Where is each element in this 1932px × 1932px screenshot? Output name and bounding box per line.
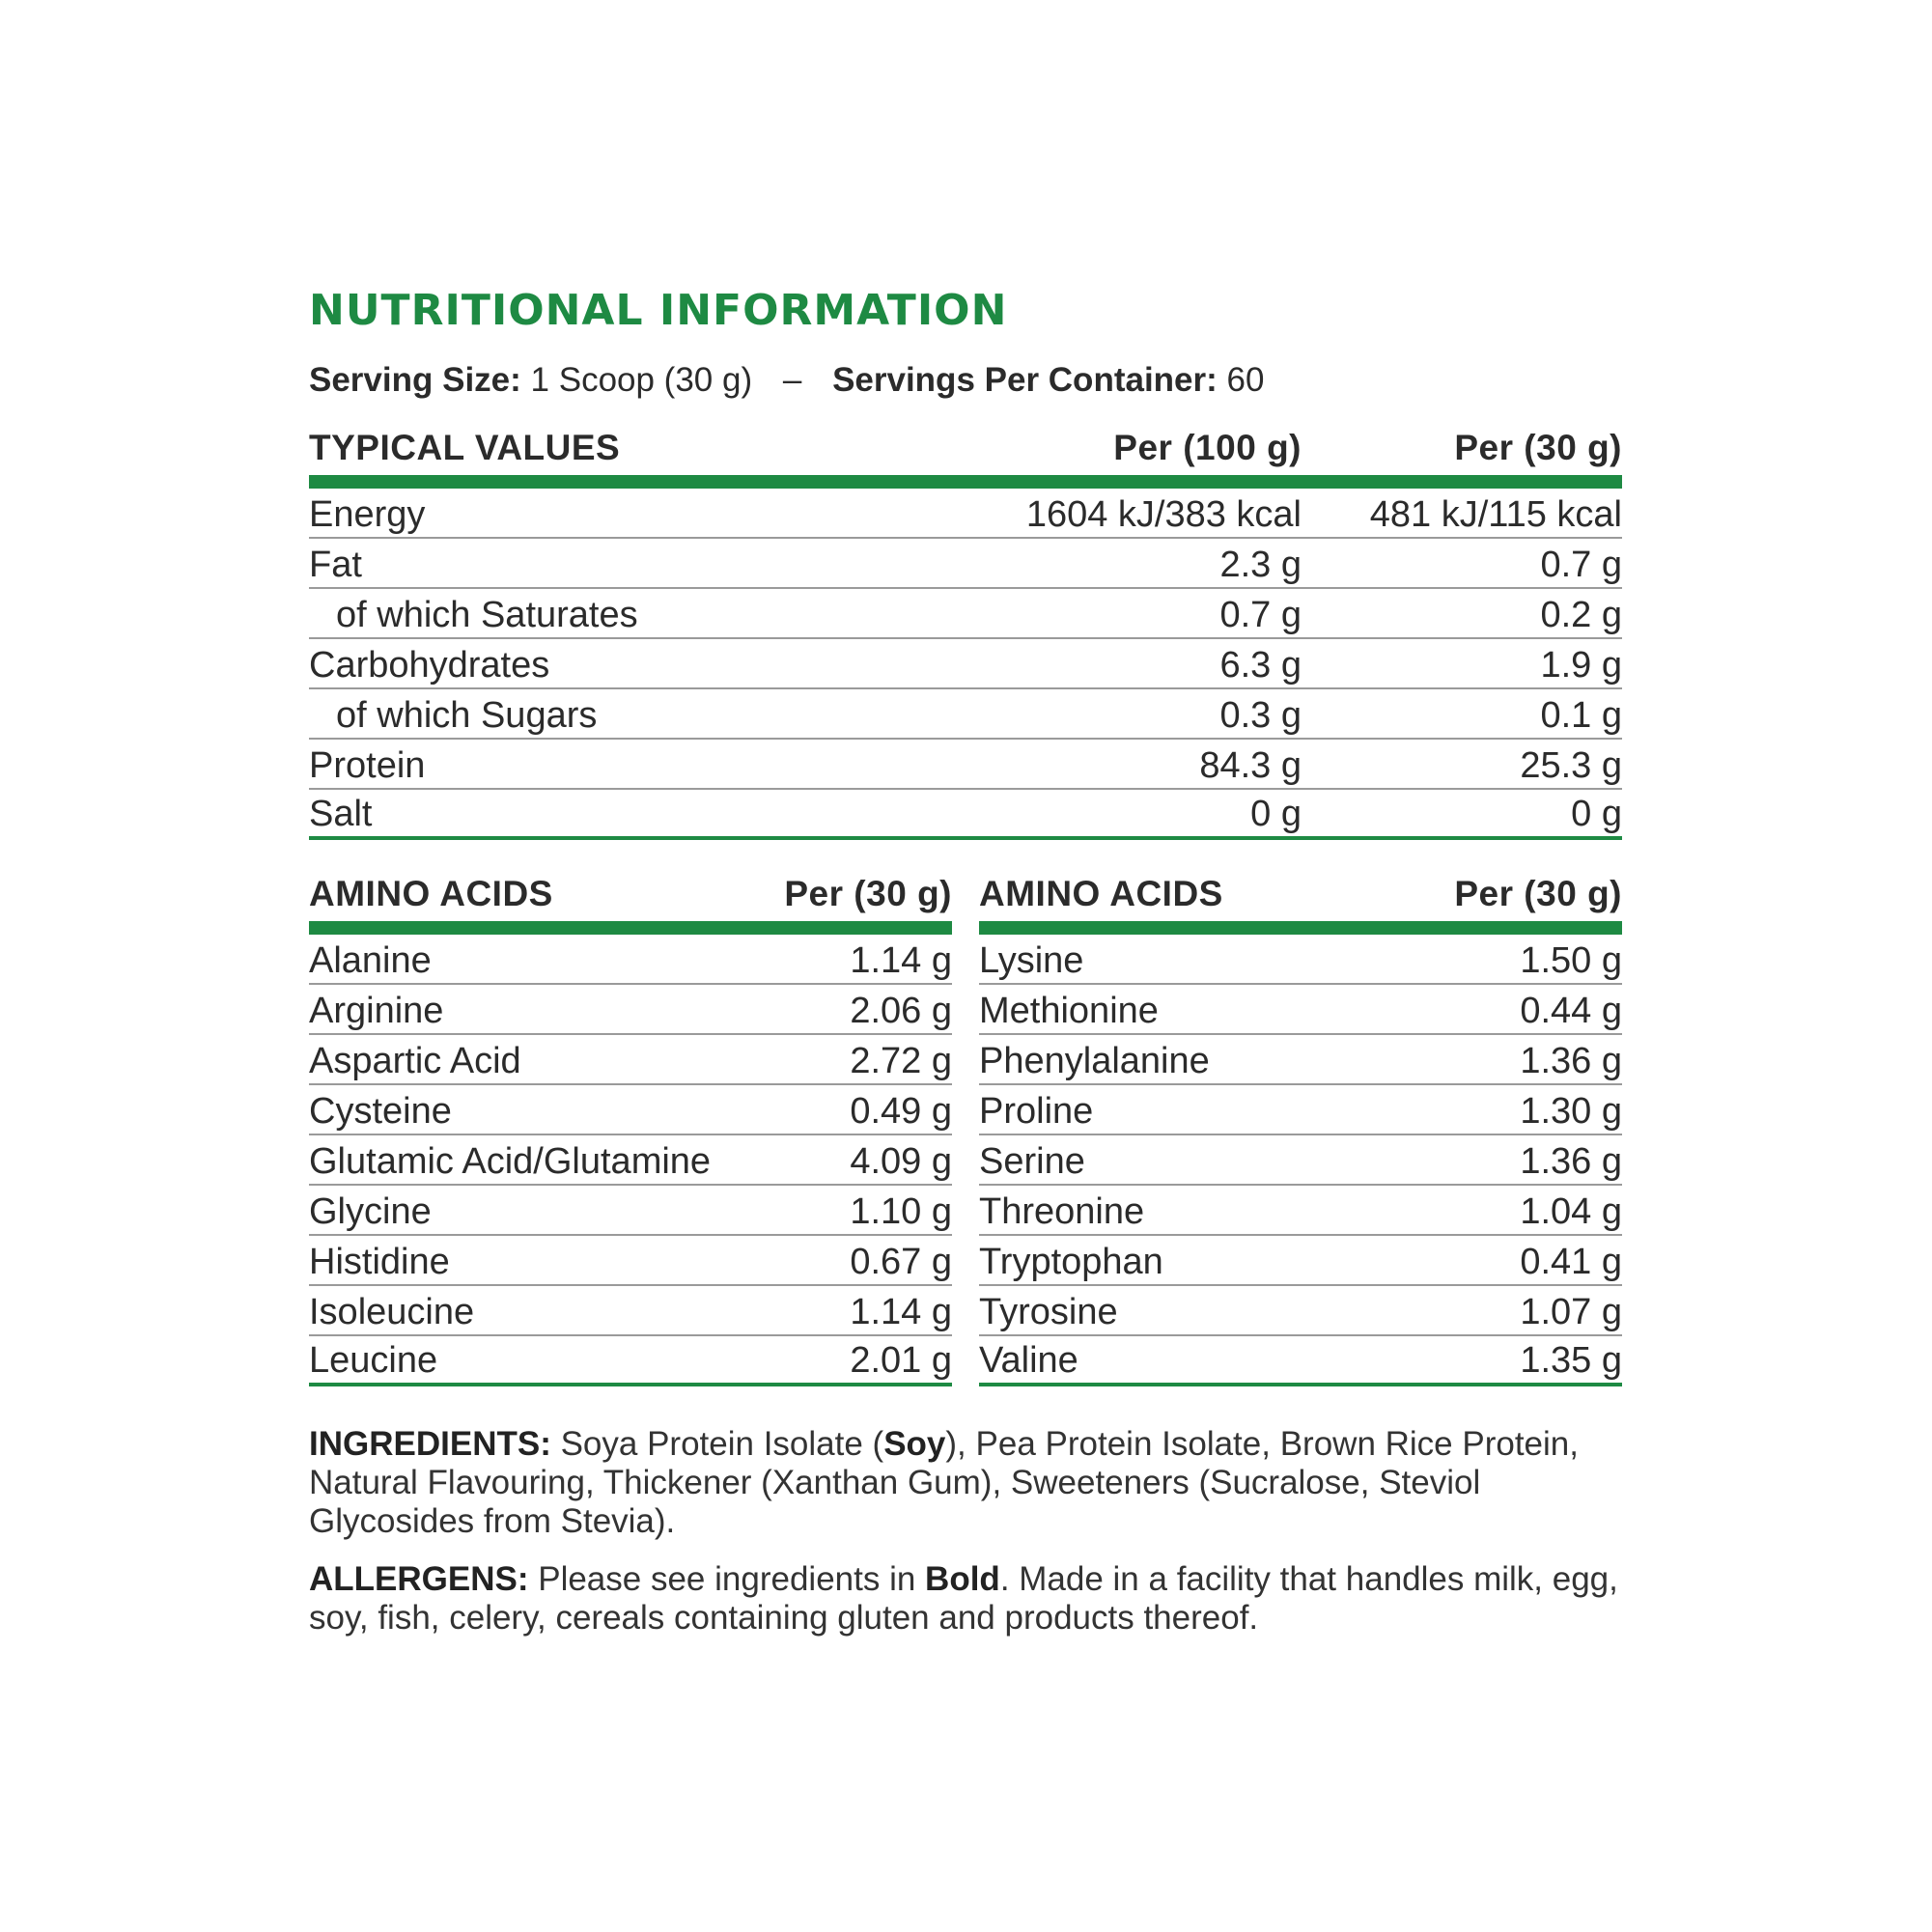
- amino-acids-heading: AMINO ACIDS: [979, 874, 1223, 913]
- row-label: Protein: [309, 745, 426, 786]
- table-row-protein: [309, 740, 1622, 790]
- row-value: 1.07 g: [1520, 1292, 1622, 1332]
- ingredients-allergen-bold: Soy: [883, 1425, 946, 1463]
- serving-separator: –: [782, 361, 802, 399]
- allergens-bold-word: Bold: [925, 1560, 1000, 1598]
- table-row: [979, 1186, 1622, 1236]
- row-value-per30: 0.1 g: [1540, 695, 1622, 736]
- row-value: 1.10 g: [850, 1191, 952, 1232]
- per-30g-heading: Per (30 g): [1454, 874, 1622, 913]
- row-value-per100: 2.3 g: [1219, 545, 1302, 585]
- row-label: Valine: [979, 1340, 1078, 1381]
- table-row: [309, 1085, 952, 1135]
- row-value: 1.36 g: [1520, 1141, 1622, 1182]
- allergens-text-cont: . Made in a facility that handles milk, egg, soy, fish, celery, cereals containing gluten and products thereof.: [309, 1560, 1618, 1637]
- row-label: Carbohydrates: [309, 645, 550, 686]
- ingredients-paragraph: [309, 1425, 1622, 1541]
- row-label: Fat: [309, 545, 362, 585]
- table-row-salt: [309, 790, 1622, 840]
- row-label: Alanine: [309, 940, 432, 981]
- row-label: Leucine: [309, 1340, 438, 1381]
- row-value-per30: 0.2 g: [1540, 595, 1622, 635]
- table-row: [309, 1236, 952, 1286]
- row-label: Glycine: [309, 1191, 432, 1232]
- row-value-per100: 0 g: [1250, 794, 1302, 834]
- row-label: of which Saturates: [336, 595, 638, 635]
- row-value: 1.35 g: [1520, 1340, 1622, 1381]
- row-value-per100: 0.7 g: [1219, 595, 1302, 635]
- servings-per-container-label: Servings Per Container:: [832, 361, 1218, 399]
- row-value: 0.67 g: [850, 1242, 952, 1282]
- amino-acids-section: [309, 875, 1622, 1386]
- allergens-paragraph: [309, 1560, 1622, 1638]
- row-label: Arginine: [309, 991, 444, 1031]
- row-value-per30: 0 g: [1571, 794, 1622, 834]
- row-value-per30: 25.3 g: [1520, 745, 1622, 786]
- row-value: 2.06 g: [850, 991, 952, 1031]
- row-label: Salt: [309, 794, 373, 834]
- typical-values-table: [309, 429, 1622, 840]
- table-row: [979, 1085, 1622, 1135]
- row-label: Serine: [979, 1141, 1085, 1182]
- ingredients-text: Soya Protein Isolate (: [550, 1425, 884, 1463]
- servings-per-container-value: 60: [1226, 361, 1265, 399]
- typical-values-header: [309, 429, 1622, 489]
- row-label: Lysine: [979, 940, 1084, 981]
- allergens-label: ALLERGENS:: [309, 1560, 529, 1598]
- ingredients-label: INGREDIENTS:: [309, 1425, 551, 1463]
- table-row: [979, 985, 1622, 1035]
- row-label: Isoleucine: [309, 1292, 475, 1332]
- amino-acids-table-right: [979, 875, 1622, 1386]
- row-value-per100: 0.3 g: [1219, 695, 1302, 736]
- amino-acids-heading: AMINO ACIDS: [309, 874, 553, 913]
- table-row-fat: [309, 539, 1622, 589]
- table-row-carbohydrates: [309, 639, 1622, 689]
- table-row: [979, 1236, 1622, 1286]
- row-value: 1.30 g: [1520, 1091, 1622, 1132]
- row-label: Histidine: [309, 1242, 450, 1282]
- row-value: 1.36 g: [1520, 1041, 1622, 1081]
- per-30g-heading: Per (30 g): [784, 874, 952, 913]
- page-title: NUTRITIONAL INFORMATION: [309, 286, 1008, 335]
- table-row-sugars: [309, 689, 1622, 740]
- table-row: [309, 1135, 952, 1186]
- table-row: [309, 1336, 952, 1386]
- serving-size-value: 1 Scoop (30 g): [530, 361, 753, 399]
- typical-values-heading: TYPICAL VALUES: [309, 428, 621, 467]
- row-label: Energy: [309, 494, 426, 535]
- row-label: Tryptophan: [979, 1242, 1163, 1282]
- row-value: 1.14 g: [850, 940, 952, 981]
- serving-info: [309, 363, 1622, 406]
- row-label: Proline: [979, 1091, 1094, 1132]
- table-row: [979, 935, 1622, 985]
- row-value: 0.49 g: [850, 1091, 952, 1132]
- allergens-text: Please see ingredients in: [528, 1560, 926, 1598]
- table-row: [979, 1035, 1622, 1085]
- table-row: [309, 1286, 952, 1336]
- amino-acids-header: [309, 875, 952, 935]
- row-value-per100: 1604 kJ/383 kcal: [1025, 494, 1302, 535]
- row-label: Tyrosine: [979, 1292, 1118, 1332]
- row-value: 0.44 g: [1520, 991, 1622, 1031]
- table-row-energy: [309, 489, 1622, 539]
- table-row: [309, 1186, 952, 1236]
- row-label: Aspartic Acid: [309, 1041, 521, 1081]
- table-row: [979, 1336, 1622, 1386]
- table-row: [309, 1035, 952, 1085]
- amino-acids-header: [979, 875, 1622, 935]
- row-value: 0.41 g: [1520, 1242, 1622, 1282]
- row-value-per100: 6.3 g: [1219, 645, 1302, 686]
- per-100g-heading: Per (100 g): [1113, 428, 1302, 467]
- table-row: [979, 1135, 1622, 1186]
- table-row: [309, 935, 952, 985]
- row-label: Glutamic Acid/Glutamine: [309, 1141, 712, 1182]
- row-value: 4.09 g: [850, 1141, 952, 1182]
- row-value: 2.72 g: [850, 1041, 952, 1081]
- row-label: Threonine: [979, 1191, 1145, 1232]
- serving-size-label: Serving Size:: [309, 361, 521, 399]
- row-value-per100: 84.3 g: [1199, 745, 1302, 786]
- table-row: [309, 985, 952, 1035]
- table-row-saturates: [309, 589, 1622, 639]
- table-row: [979, 1286, 1622, 1336]
- nutrition-panel: [309, 286, 1622, 1638]
- row-value: 1.04 g: [1520, 1191, 1622, 1232]
- row-value-per30: 481 kJ/115 kcal: [1369, 494, 1622, 535]
- row-label: Methionine: [979, 991, 1159, 1031]
- row-label: of which Sugars: [336, 695, 598, 736]
- row-label: Phenylalanine: [979, 1041, 1210, 1081]
- row-value: 1.14 g: [850, 1292, 952, 1332]
- row-value-per30: 1.9 g: [1540, 645, 1622, 686]
- ingredients-text-cont: ), Pea Protein Isolate, Brown Rice Protein, Natural Flavouring, Thickener (Xanthan Gum), Sweeteners (Sucralose, Steviol Glycosides from Stevia).: [309, 1425, 1579, 1540]
- ingredients-and-allergens: [309, 1425, 1622, 1638]
- row-value-per30: 0.7 g: [1540, 545, 1622, 585]
- row-value: 2.01 g: [850, 1340, 952, 1381]
- amino-acids-table-left: [309, 875, 952, 1386]
- per-30g-heading: Per (30 g): [1454, 428, 1622, 467]
- row-value: 1.50 g: [1520, 940, 1622, 981]
- row-label: Cysteine: [309, 1091, 452, 1132]
